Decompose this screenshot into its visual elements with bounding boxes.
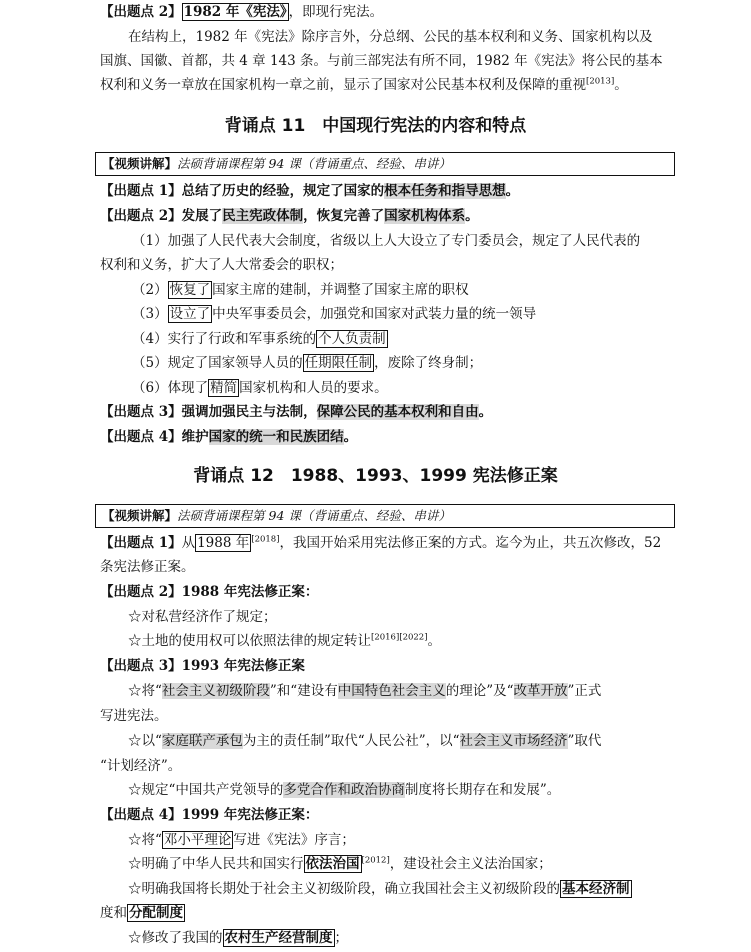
boxed-term: 分配制度 xyxy=(129,905,183,921)
star-item: ☆修改了我国的 农村生产经营制度 ； xyxy=(128,930,348,946)
boxed-term: 农村生产经营制度 xyxy=(224,930,333,946)
star-item: ☆明确了中华人民共和国实行 依法治国 [2012]，建设社会主义法治国家； xyxy=(128,855,552,872)
highlight: 国家机构体系 xyxy=(384,208,466,224)
exam-point-2: 【出题点 2】发展了民主宪政体制，恢复完善了国家机构体系。 xyxy=(100,208,479,224)
star-item-cont: 写进宪法。 xyxy=(100,708,168,724)
paragraph-line: 在结构上，1982 年《宪法》除序言外，分总纲、公民的基本权利和义务、国家机构以及 xyxy=(128,29,653,45)
list-item-cont: 权利和义务，扩大了人大常委会的职权； xyxy=(100,257,343,273)
exam-point-1: 【出题点 1】从 1988 年 [2018]，我国开始采用宪法修正案的方式。迄今为止，共五次修改，52 xyxy=(100,534,662,551)
highlight: 社会主义初级阶段 xyxy=(161,683,270,699)
exam-point-4: 【出题点 4】1999 年宪法修正案： xyxy=(100,807,319,823)
boxed-term: 恢复了 xyxy=(169,282,211,298)
top-exam-point: 【出题点 2】 1982 年《宪法》 ，即现行宪法。 xyxy=(100,4,384,20)
star-item: ☆土地的使用权可以依照法律的规定转让[2016][2022]。 xyxy=(128,632,442,649)
section-title: 背诵点 11 中国现行宪法的内容和特点 xyxy=(224,116,527,136)
year-citation: [2012] xyxy=(361,855,390,866)
boxed-term: 依法治国 xyxy=(305,856,360,872)
year-citation: [2016][2022] xyxy=(371,632,428,643)
video-tag: 【视频讲解】 xyxy=(102,156,178,171)
star-item: ☆对私营经济作了规定； xyxy=(128,609,277,625)
boxed-term: 1982 年《宪法》 xyxy=(183,4,287,20)
video-text: 法硕背诵课程第 94 课（背诵重点、经验、串讲） xyxy=(177,156,451,171)
list-item: （1）加强了人民代表大会制度，省级以上人大设立了专门委员会，规定了人民代表的 xyxy=(132,233,641,249)
list-item: （5）规定了国家领导人员的 任期限任制 ，废除了终身制； xyxy=(132,355,483,371)
highlight: 改革开放 xyxy=(513,683,568,699)
boxed-term: 设立了 xyxy=(169,306,211,322)
list-item: （3） 设立了 中央军事委员会，加强党和国家对武装力量的统一领导 xyxy=(132,306,537,322)
highlight: 多党合作和政治协商 xyxy=(283,782,405,798)
boxed-term: 基本经济制 xyxy=(562,881,630,897)
star-item: ☆将“ 邓小平理论 写进《宪法》序言； xyxy=(128,832,355,848)
highlight: 中国特色社会主义 xyxy=(337,683,446,699)
star-item: ☆明确我国将长期处于社会主义初级阶段，确立我国社会主义初级阶段的 基本经济制 xyxy=(128,881,630,897)
highlight: 家庭联产承包 xyxy=(161,733,243,749)
boxed-term: 1988 年 xyxy=(197,535,250,551)
list-item: （6）体现了 精简 国家机构和人员的要求。 xyxy=(132,380,388,396)
highlight: 国家的统一和民族团结 xyxy=(208,429,344,445)
exam-point-2: 【出题点 2】1988 年宪法修正案： xyxy=(100,584,319,600)
paragraph-line: 条宪法修正案。 xyxy=(100,559,195,575)
exam-point-4: 【出题点 4】维护国家的统一和民族团结。 xyxy=(100,429,358,445)
list-item: （2） 恢复了 国家主席的建制，并调整了国家主席的职权 xyxy=(132,282,469,298)
year-citation: [2013] xyxy=(586,76,615,87)
section-title: 背诵点 12 1988、1993、1999 宪法修正案 xyxy=(193,466,558,486)
star-item-cont: 度和 分配制度 xyxy=(100,905,183,921)
video-text: 法硕背诵课程第 94 课（背诵重点、经验、串讲） xyxy=(177,508,451,523)
list-item: （4）实行了行政和军事系统的 个人负责制 xyxy=(132,331,386,347)
paragraph-line: 权利和义务一章放在国家机构一章之前，显示了国家对公民基本权利及保障的重视[2013]。 xyxy=(100,76,628,93)
exam-point-1: 【出题点 1】总结了历史的经验，规定了国家的根本任务和指导思想。 xyxy=(100,183,520,199)
highlight: 保障公民的基本权利和自由 xyxy=(316,404,479,420)
exam-point-tag: 【出题点 2】 xyxy=(100,4,182,20)
star-item-cont: “计划经济”。 xyxy=(100,758,182,774)
exam-point-3: 【出题点 3】强调加强民主与法制，保障公民的基本权利和自由。 xyxy=(100,404,493,420)
star-item: ☆规定“中国共产党领导的多党合作和政治协商制度将长期存在和发展”。 xyxy=(128,782,561,798)
boxed-term: 个人负责制 xyxy=(318,331,386,347)
paragraph-line: 国旗、国徽、首都，共 4 章 143 条。与前三部宪法有所不同，1982 年《宪法》将公民的基本 xyxy=(100,53,663,69)
video-tag: 【视频讲解】 xyxy=(102,508,178,523)
highlight: 根本任务和指导思想 xyxy=(384,183,506,199)
boxed-term: 邓小平理论 xyxy=(163,832,232,848)
year-citation: [2018] xyxy=(251,534,280,545)
exam-point-3: 【出题点 3】1993 年宪法修正案 xyxy=(100,658,305,674)
star-item: ☆以“家庭联产承包为主的责任制”取代“人民公社”，以“社会主义市场经济”取代 xyxy=(128,733,602,749)
highlight: 民主宪政体制 xyxy=(222,208,304,224)
boxed-term: 精简 xyxy=(210,380,238,396)
star-item: ☆将“社会主义初级阶段”和“建设有中国特色社会主义的理论”及“改革开放”正式 xyxy=(128,683,602,699)
video-lecture-box xyxy=(95,152,675,176)
highlight: 社会主义市场经济 xyxy=(459,733,568,749)
boxed-term: 任期限任制 xyxy=(304,355,373,371)
video-lecture-box xyxy=(95,504,675,528)
